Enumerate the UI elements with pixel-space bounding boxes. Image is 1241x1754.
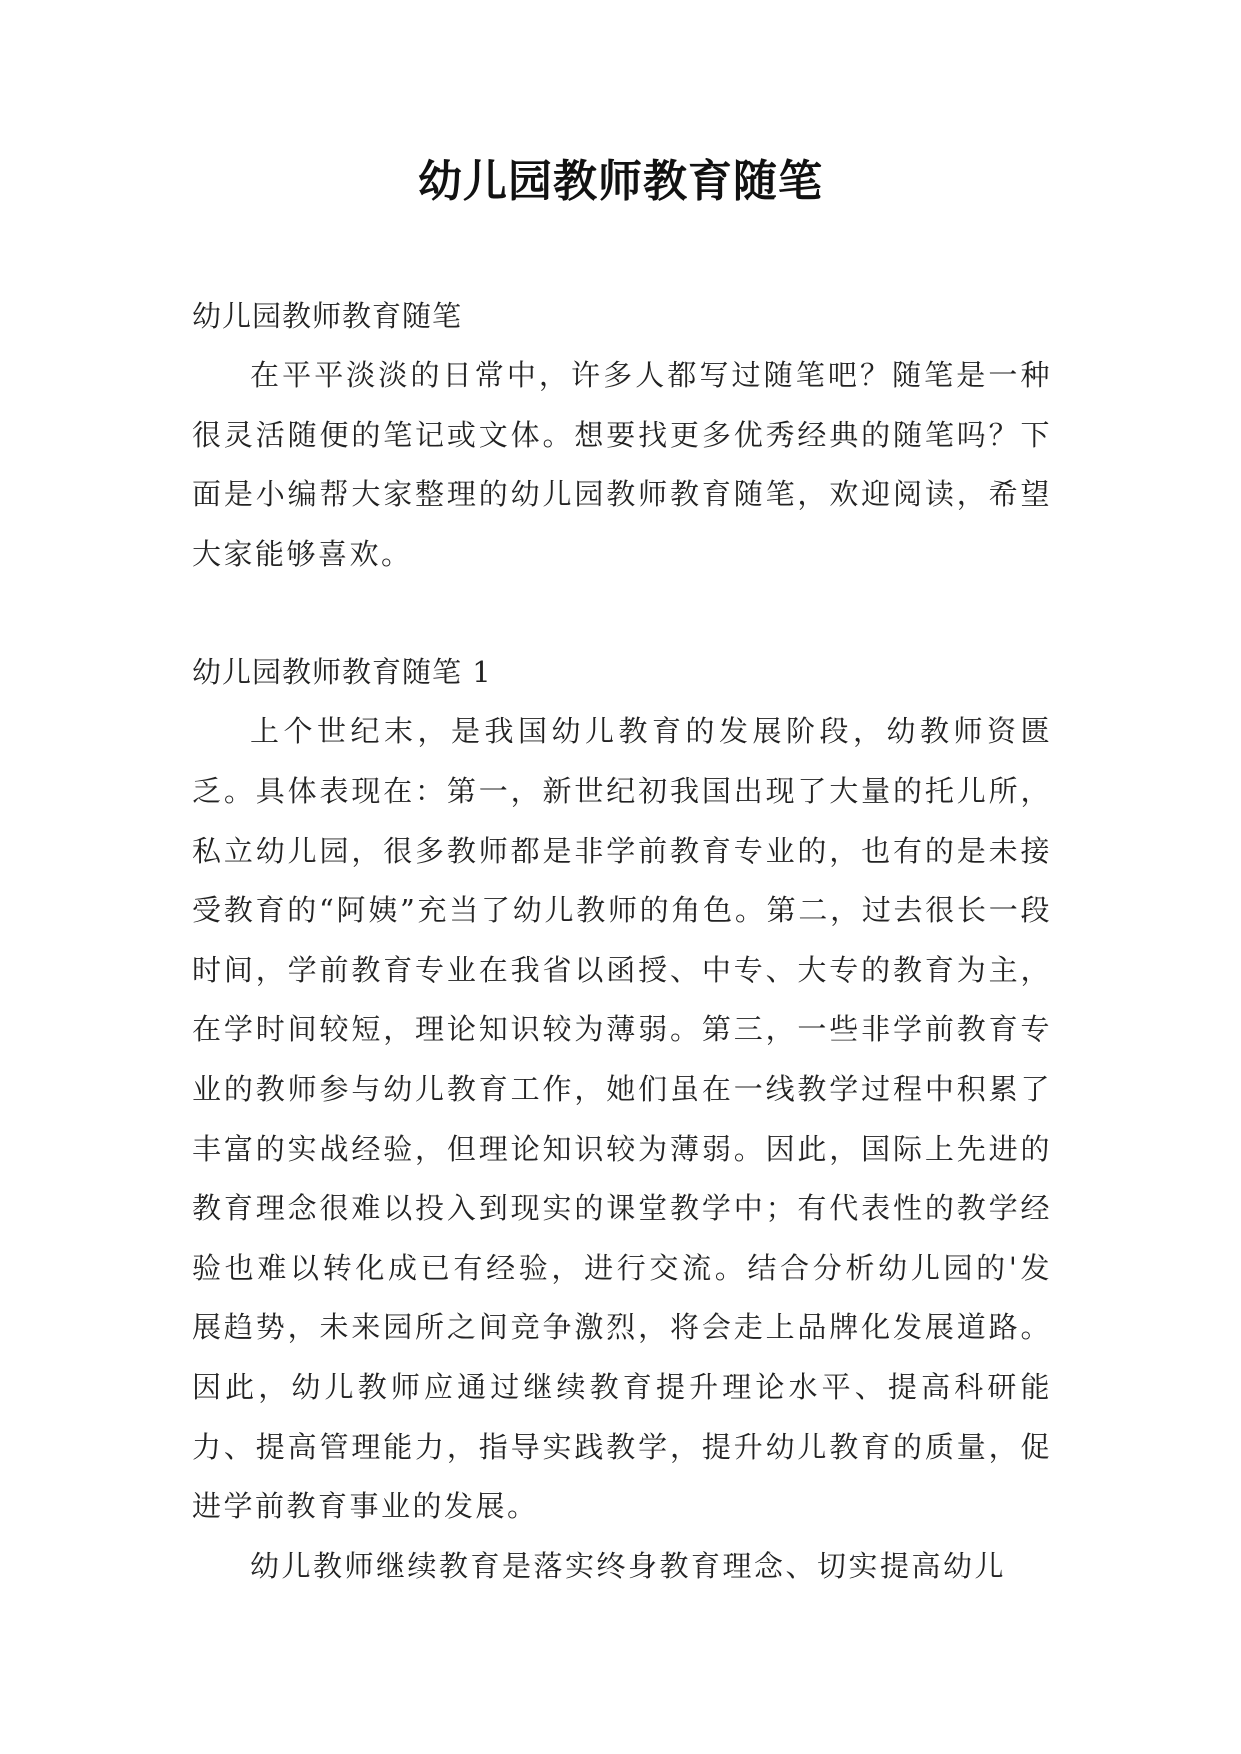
section1-paragraph-2: 幼儿教师继续教育是落实终身教育理念、切实提高幼儿 xyxy=(250,1548,1007,1583)
section-gap xyxy=(192,584,1052,642)
document-title: 幼儿园教师教育随笔 xyxy=(418,156,823,207)
section1-heading: 幼儿园教师教育随笔 1 xyxy=(192,655,492,690)
section1-paragraph-1: 上个世纪末，是我国幼儿教育的发展阶段，幼教师资匮乏。具体表现在：第一，新世纪初我国出现了大量的托儿所，私立幼儿园，很多教师都是非学前教育专业的，也有的是未接受教育的“阿姨”充当了幼儿教师的角色。第二，过去很长一段时间，学前教育专业在我省以函授、中专、大专的教育为主，在学时间较短，理论知识较为薄弱。第三，一些非学前教育专业的教师参与幼儿教育工作，她们虽在一线教学过程中积累了丰富的实战经验，但理论知识较为薄弱。因此，国际上先进的教育理念很难以投入到现实的课堂教学中；有代表性的教学经验也难以转化成已有经验，进行交流。结合分析幼儿园的'发展趋势，未来园所之间竞争激烈，将会走上品牌化发展道路。因此，幼儿教师应通过继续教育提升理论水平、提高科研能力、提高管理能力，指导实践教学，提升幼儿教育的质量，促进学前教育事业的发展。 xyxy=(192,714,1052,1524)
intro-paragraph: 在平平淡淡的日常中，许多人都写过随笔吧？随笔是一种很灵活随便的笔记或文体。想要找更多优秀经典的随笔吗？下面是小编帮大家整理的幼儿园教师教育随笔，欢迎阅读，希望大家能够喜欢。 xyxy=(192,358,1052,571)
document-body xyxy=(192,286,1052,1596)
intro-heading: 幼儿园教师教育随笔 xyxy=(192,299,463,333)
